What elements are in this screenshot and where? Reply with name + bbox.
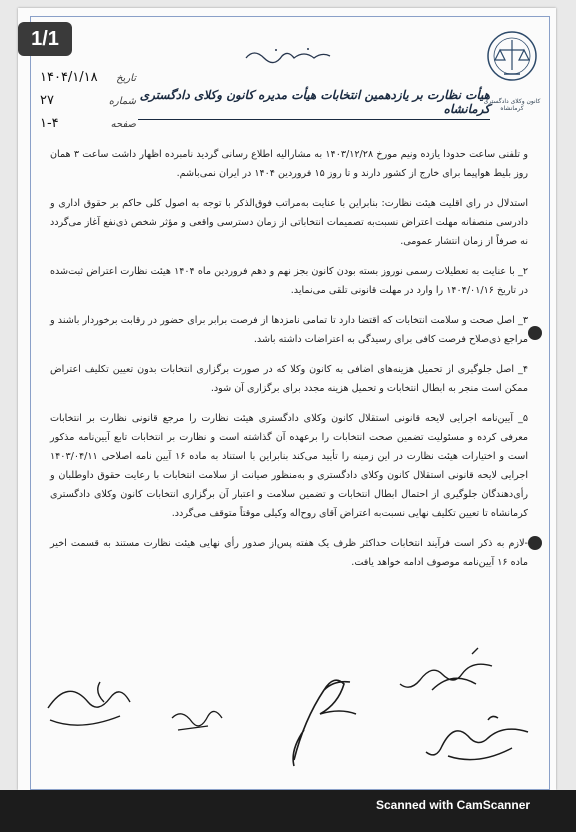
signature-left-2 <box>168 698 228 742</box>
number-label: شماره <box>108 96 136 107</box>
binder-hole-bottom <box>528 536 542 550</box>
letter-body <box>50 145 528 583</box>
signature-left <box>40 668 150 742</box>
pages-row <box>40 116 136 139</box>
signature-center <box>274 660 374 776</box>
basmala-calligraphy <box>236 44 346 64</box>
signature-right-bottom <box>418 712 538 776</box>
emblem-caption: کانون وکلای دادگستری کرمانشاه <box>483 98 541 112</box>
camscanner-watermark: Scanned with CamScanner <box>376 798 531 812</box>
bar-association-emblem <box>482 26 542 118</box>
letter-reference-block <box>40 70 136 139</box>
date-row <box>40 70 136 93</box>
paragraph-7: -لازم به ذکر است فرآیند انتخابات حداکثر ظرف یک هفته پس‌از صدور رأی نهایی هیئت نظارت مستند به قسمت اخیر ماده ۱۶ آیین‌نامه موصوف ادامه خواهد یافت. <box>50 538 528 568</box>
pages-value: ۱-۴ <box>40 116 59 131</box>
paragraph-1: و تلفنی ساعت حدودا یازده ونیم مورخ ۱۴۰۳/۱۲/۲۸ به مشارالیه اطلاع رسانی گردید نامبرده اظهار داشت ساعت ۳ همان روز بلیط هواپیما برای خارج از کشور دارند و تا روز ۱۵ فروردین ۱۴۰۴ در ایران نمی‌باشم. <box>50 149 528 179</box>
number-value: ۲۷ <box>40 93 54 108</box>
paragraph-3: ۲_ با عنایت به تعطیلات رسمی نوروز بسته بودن کانون بجز نهم و دهم فروردین ماه ۱۴۰۴ هیئت نظارت اعتراض ثبت‌شده در تاریخ ۱۴۰۴/۰۱/۱۶ را وارد در مهلت قانونی تلقی می‌نماید. <box>50 266 528 296</box>
date-value: ۱۴۰۴/۱/۱۸ <box>40 70 98 85</box>
letterhead-title: هیأت نظارت بر یازدهمین انتخابات هیأت مدیره کانون وکلای دادگستری کرمانشاه <box>138 88 490 120</box>
pages-label: صفحه <box>110 119 136 130</box>
paragraph-6: ۵_ آیین‌نامه اجرایی لایحه قانونی استقلال کانون وکلای دادگستری هیئت نظارت را مرجع قانونی نظارت بر انتخابات معرفی کرده و مسئولیت تضمین صحت انتخابات را برعهده آن گذاشته است و نظارت بر انتخابات تابع آیین‌نامه مذکور است و اختیارات هیئت نظارت در این زمینه را تأیید می‌کند بنابراین با استناد به ماده ۱۶ آیین نامه اصلاحی ۱۴۰۳/۰۴/۱۱ اجرایی لایحه قانونی استقلال کانون وکلای دادگستری و به‌منظور صیانت از سلامت انتخابات با رعایت حقوق داوطلبان و رأی‌دهندگان جلوگیری از احتمال ابطال انتخابات و تضمین سلامت و اعتبار آن برگزاری انتخابات کانون وکلای دادگستری کرمانشاه تا تعیین تکلیف نهایی نسبت‌به اعتراض آقای روح‌اله وکیلی موقتاً متوقف می‌گردد. <box>50 413 528 519</box>
paragraph-2: استدلال در رای اقلیت هیئت نظارت: بنابراین با عنایت به‌مراتب فوق‌الذکر با توجه به اصول کلی حاکم بر حقوق اداری و دادرسی منصفانه مهلت اعتراض نسبت‌به تصمیمات انتخاباتی از زمان دسترسی واقعی و مؤثر شخص ذی‌نفع آغاز می‌گردد نه صرفاً از زمان انتشار عمومی. <box>50 198 528 247</box>
scanned-letter-page <box>18 8 556 790</box>
date-label: تاریخ <box>116 73 136 84</box>
paragraph-4: ۳_ اصل صحت و سلامت انتخابات که اقتضا دارد تا تمامی نامزدها از فرصت برابر برای حضور در رقابت برخوردار باشند و مراجع ذی‌صلاح فرصت کافی برای رسیدگی به اعتراضات داشته باشد. <box>50 315 528 345</box>
page-counter-badge: 1/1 <box>18 22 72 56</box>
number-row <box>40 93 136 116</box>
paragraph-5: ۴_ اصل جلوگیری از تحمیل هزینه‌های اضافی به کانون وکلا که در صورت برگزاری انتخابات بدون تعیین تکلیف اعتراض ممکن است منجر به ابطال انتخابات و تحمیل هزینه مجدد برای برگزاری آن شود. <box>50 364 528 394</box>
binder-hole-top <box>528 326 542 340</box>
signature-right-top <box>392 644 502 708</box>
